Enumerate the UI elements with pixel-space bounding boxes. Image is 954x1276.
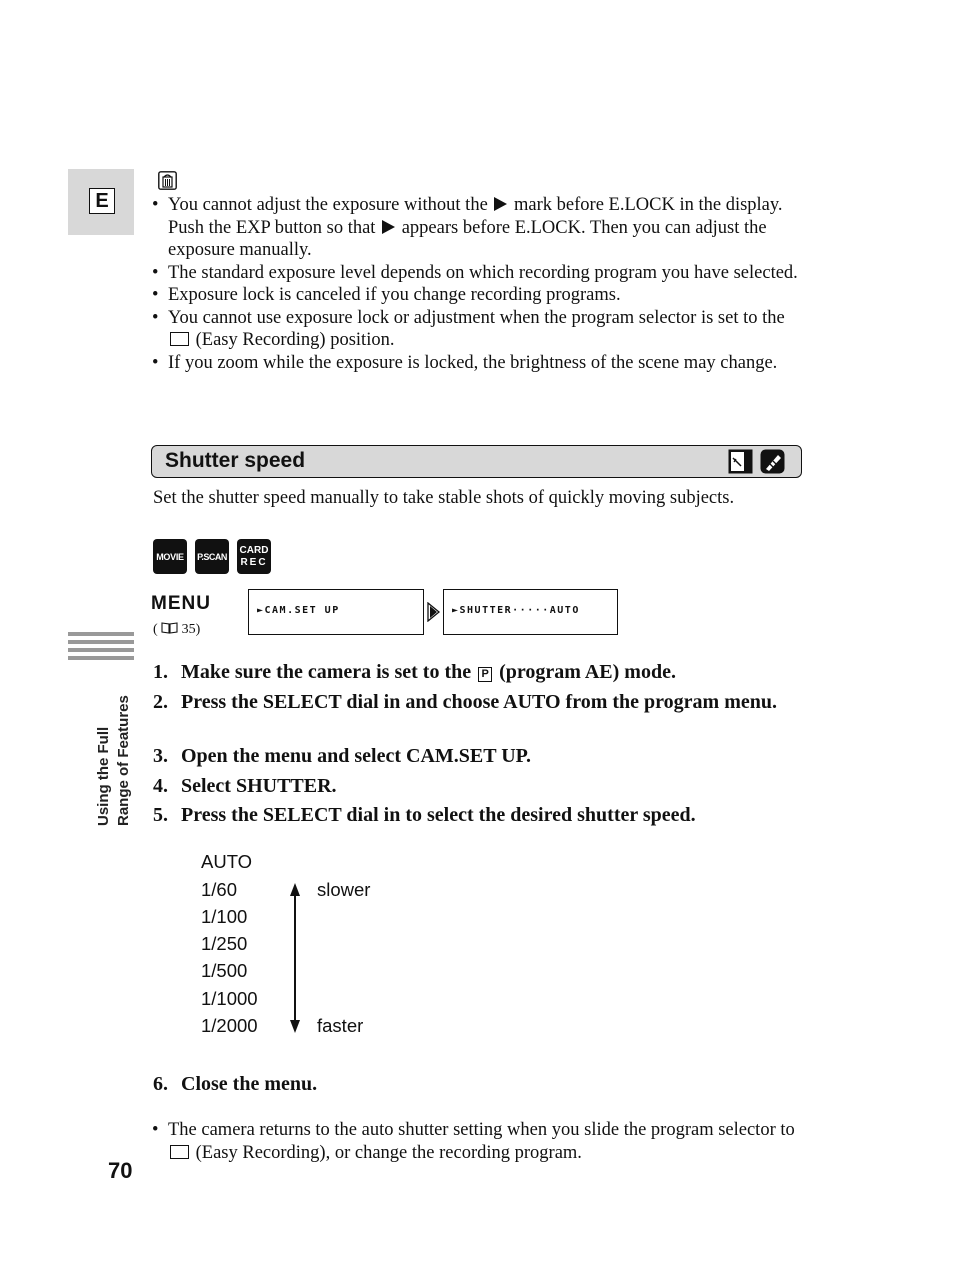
note-item: • The standard exposure level depends on which recording program you have selected.	[152, 262, 802, 285]
note-item: • You cannot adjust the exposure without the mark before E.LOCK in the display. Push the EXP button so that appears before E.LOCK. Then you can adjust the exposure manually.	[152, 194, 802, 262]
language-indicator: E	[89, 188, 115, 214]
note-item: • You cannot use exposure lock or adjustment when the program selector is set to the (Easy Recording) position.	[152, 307, 802, 352]
page-number: 70	[108, 1158, 133, 1183]
movie-mode-badge: MOVIE	[153, 539, 187, 574]
step-4: 4. Select SHUTTER.	[153, 775, 337, 797]
note-item: • Exposure lock is canceled if you change recording programs.	[152, 284, 802, 307]
next-arrow-icon	[427, 602, 441, 622]
note-icon	[158, 171, 177, 190]
shutter-speed-option: 1/2000	[201, 1015, 258, 1036]
page-reference: ( 35)	[153, 622, 201, 637]
sidebar-bar	[68, 648, 134, 652]
note-item: • The camera returns to the auto shutter setting when you slide the program selector to (Easy Recording), or change the recording program.	[152, 1119, 802, 1164]
easy-recording-icon	[170, 1145, 189, 1159]
sidebar-bar	[68, 656, 134, 660]
shutter-speed-option: 1/250	[201, 933, 248, 954]
shutter-speed-option: 1/1000	[201, 988, 258, 1009]
section-title: Shutter speed	[165, 449, 306, 472]
shutter-speed-option: 1/500	[201, 960, 248, 981]
menu-screen-shutter: ►SHUTTER·····AUTO	[443, 589, 618, 635]
program-ae-icon: P	[478, 667, 492, 682]
sidebar-bar	[68, 640, 134, 644]
arrow-mark-icon	[494, 197, 507, 211]
step-2: 2. Press the SELECT dial in and choose AUTO from the program menu.	[153, 691, 777, 713]
easy-recording-icon	[170, 332, 189, 346]
chapter-label-line: Using the Full	[95, 726, 112, 826]
shutter-speed-option: AUTO	[201, 851, 253, 872]
menu-label: MENU	[151, 593, 211, 614]
step-5: 5. Press the SELECT dial in to select the desired shutter speed.	[153, 804, 696, 826]
book-icon	[161, 622, 178, 634]
slower-label: slower	[317, 879, 371, 900]
step-3: 3. Open the menu and select CAM.SET UP.	[153, 745, 532, 767]
final-note-list	[152, 1119, 802, 1164]
chapter-label-line: Range of Features	[115, 695, 132, 826]
notes-list	[152, 194, 802, 374]
chapter-side-label	[94, 666, 138, 826]
speed-range-arrow-icon	[287, 882, 303, 1034]
note-item: • If you zoom while the exposure is locked, the brightness of the scene may change.	[152, 352, 802, 375]
step-1: 1. Make sure the camera is set to the P (program AE) mode.	[153, 661, 676, 683]
shutter-speed-option: 1/60	[201, 879, 238, 900]
camera-mode-icon	[728, 449, 753, 474]
shutter-speed-option: 1/100	[201, 906, 248, 927]
step-6: 6. Close the menu.	[153, 1073, 318, 1095]
menu-screen-cam-set-up: ►CAM.SET UP	[248, 589, 424, 635]
pscan-mode-badge: P.SCAN	[195, 539, 229, 574]
arrow-mark-icon	[382, 220, 395, 234]
sidebar-bar	[68, 632, 134, 636]
card-rec-mode-badge: CARD REC	[237, 539, 271, 574]
faster-label: faster	[317, 1015, 364, 1036]
intro-text: Set the shutter speed manually to take stable shots of quickly moving subjects.	[153, 488, 735, 508]
remote-icon	[760, 449, 785, 474]
